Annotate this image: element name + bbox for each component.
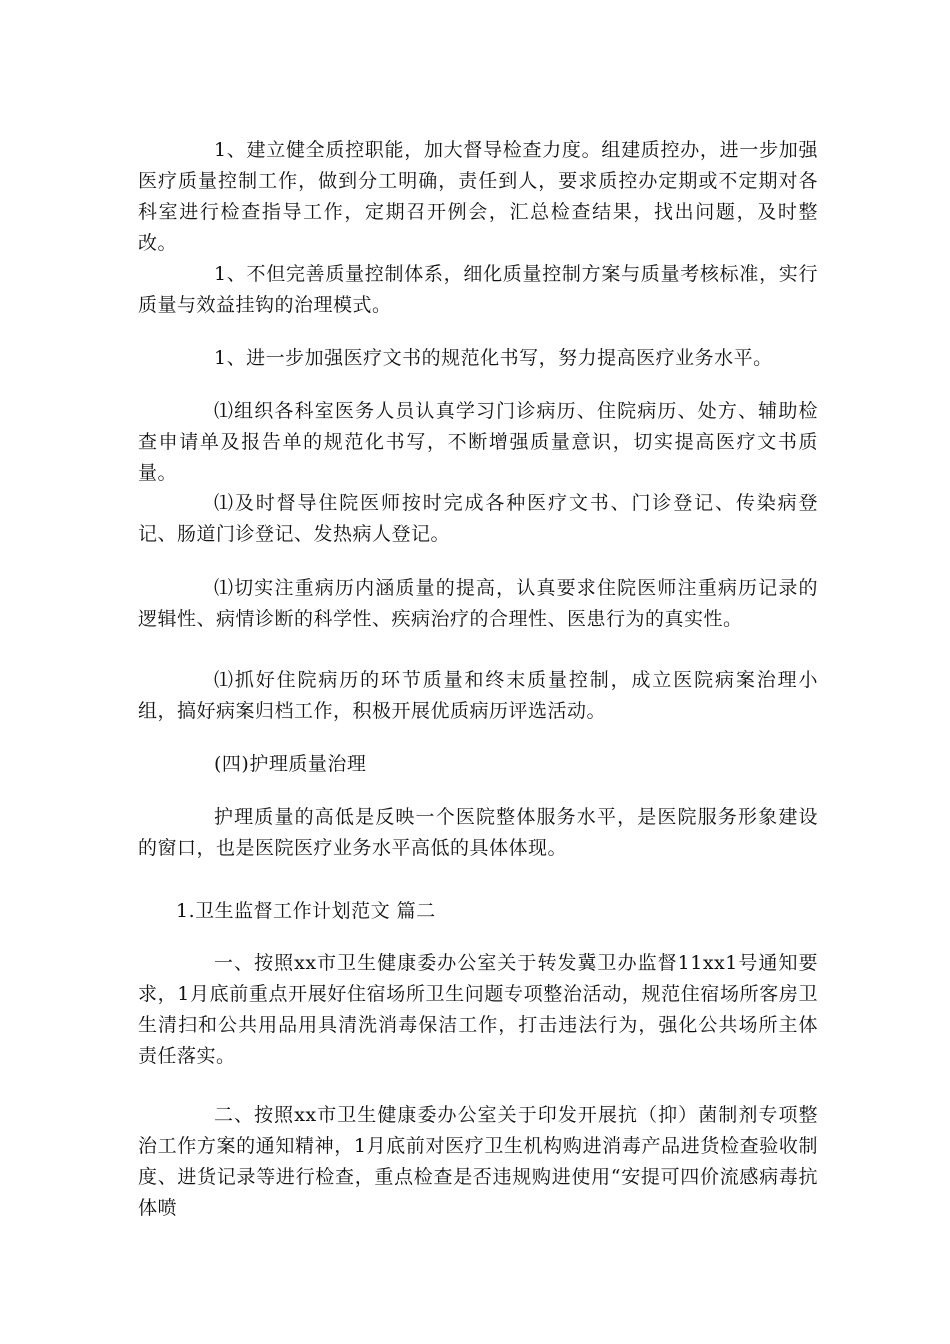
paragraph-item-one: 一、按照xx市卫生健康委办公室关于转发冀卫办监督11xx1号通知要求，1月底前重点开展好住宿场所卫生问题专项整治活动，规范住宿场所客房卫生清扫和公共用品用具清洗消毒保洁工作，打击违法行为，强化公共场所主体责任落实。 — [138, 952, 818, 1067]
paragraph-quality-system: 1、不但完善质量控制体系，细化质量控制方案与质量考核标准，实行质量与效益挂钩的治理模式。 — [138, 263, 818, 316]
paragraph-record-control: ⑴抓好住院病历的环节质量和终末质量控制，成立医院病案治理小组，搞好病案归档工作，积极开展优质病历评选活动。 — [138, 669, 818, 722]
section-heading-nursing: (四)护理质量治理 — [214, 753, 367, 775]
section-title-plan-2: 1.卫生监督工作计划范文 篇二 — [176, 900, 436, 922]
paragraph-standard-writing: ⑴组织各科室医务人员认真学习门诊病历、住院病历、处方、辅助检查申请单及报告单的规范化书写，不断增强质量意识，切实提高医疗文书质量。 — [138, 400, 818, 484]
paragraph-record-quality: ⑴切实注重病历内涵质量的提高，认真要求住院医师注重病历记录的逻辑性、病情诊断的科学性、疾病治疗的合理性、医患行为的真实性。 — [138, 577, 818, 630]
paragraph-item-two: 二、按照xx市卫生健康委办公室关于印发开展抗（抑）菌制剂专项整治工作方案的通知精神，1月底前对医疗卫生机构购进消毒产品进货检查验收制度、进货记录等进行检查，重点检查是否违规购进使用“安提可四价流感病毒抗体喷 — [138, 1104, 818, 1219]
paragraph-medical-documents: 1、进一步加强医疗文书的规范化书写，努力提高医疗业务水平。 — [214, 347, 773, 369]
paragraph-nursing-quality: 护理质量的高低是反映一个医院整体服务水平，是医院服务形象建设的窗口，也是医院医疗业务水平高低的具体体现。 — [138, 806, 818, 859]
paragraph-timely-supervision: ⑴及时督导住院医师按时完成各种医疗文书、门诊登记、传染病登记、肠道门诊登记、发热病人登记。 — [138, 492, 818, 545]
paragraph-qc-function: 1、建立健全质控职能，加大督导检查力度。组建质控办，进一步加强医疗质量控制工作，做到分工明确，责任到人，要求质控办定期或不定期对各科室进行检查指导工作，定期召开例会，汇总检查结果，找出问题，及时整改。 — [138, 139, 818, 254]
